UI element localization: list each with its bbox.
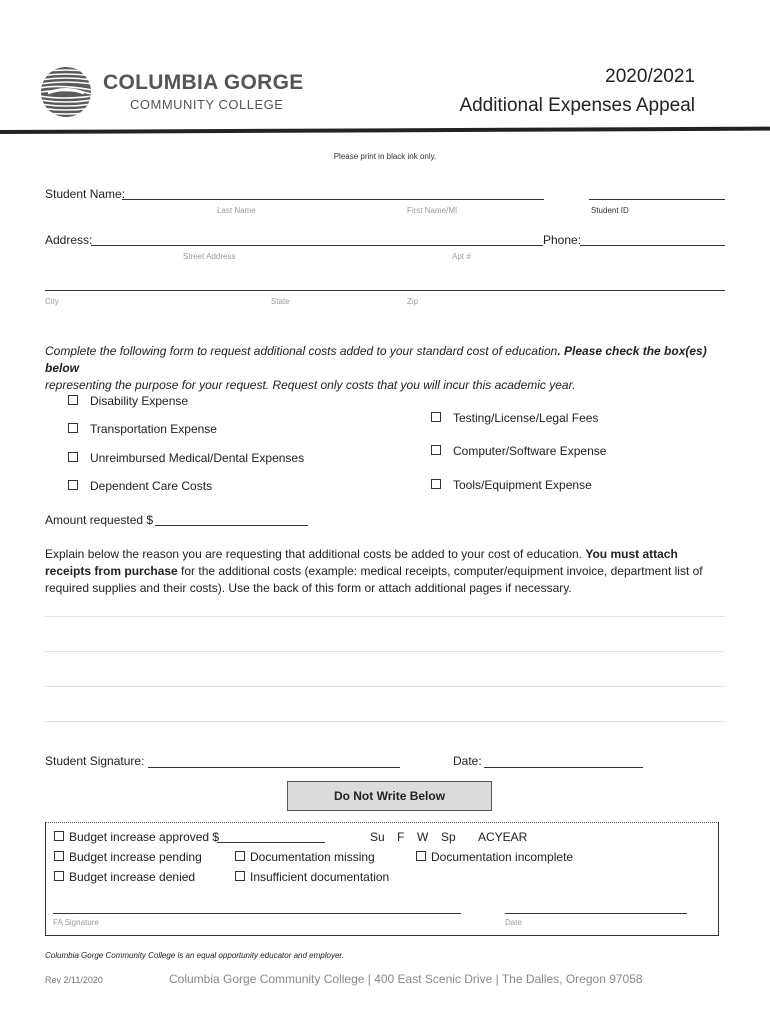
apt-hint: Apt # (452, 252, 471, 261)
checkbox-icon[interactable] (54, 851, 64, 861)
address-label: Address: (45, 233, 93, 247)
acyear-label: ACYEAR (478, 830, 528, 844)
intro-paragraph (45, 343, 735, 394)
checkbox-dependent-care[interactable]: Dependent Care Costs (68, 479, 212, 493)
explain-line-2[interactable] (45, 651, 725, 652)
college-logo (40, 66, 92, 118)
amount-label: Amount requested $ (45, 513, 154, 527)
college-subname: COMMUNITY COLLEGE (130, 97, 284, 112)
intro-text-3: representing the purpose for your request. Request only costs that you will incur this academic year. (45, 378, 576, 392)
explain-paragraph: Explain below the reason you are requesting that additional costs be added to your cost of education. You must attach receipts from purchase for the additional costs (example: medical receipts, computer/equipment invoice, department list of required supplies and their costs). Use the back of this form or attach additional pages if necessary. (45, 547, 703, 595)
checkbox-icon[interactable] (54, 831, 64, 841)
checkbox-doc-missing[interactable]: Documentation missing (235, 850, 375, 864)
zip-hint: Zip (407, 297, 419, 306)
fa-signature-hint: FA Signature (53, 918, 99, 927)
student-id-hint: Student ID (591, 206, 629, 215)
fa-date-field[interactable] (505, 913, 687, 914)
city-state-zip-field[interactable] (45, 290, 725, 291)
checkbox-budget-denied[interactable]: Budget increase denied (54, 870, 195, 884)
checkbox-icon[interactable] (68, 480, 78, 490)
date-field[interactable] (484, 767, 643, 768)
checkbox-tools[interactable]: Tools/Equipment Expense (431, 478, 592, 492)
checkbox-icon[interactable] (431, 412, 441, 422)
checkbox-disability[interactable]: Disability Expense (68, 394, 188, 408)
explain-line-1[interactable] (45, 616, 725, 617)
checkbox-doc-incomplete[interactable]: Documentation incomplete (416, 850, 573, 864)
phone-label: Phone: (543, 233, 582, 247)
checkbox-icon[interactable] (235, 851, 245, 861)
checkbox-budget-pending[interactable]: Budget increase pending (54, 850, 202, 864)
approved-amount-field[interactable] (217, 842, 325, 843)
form-title: Additional Expenses Appeal (459, 95, 695, 116)
student-signature-label: Student Signature: (45, 754, 145, 768)
explain-line-3[interactable] (45, 686, 725, 687)
globe-icon (40, 66, 92, 118)
intro-text-2: . Please check the box(es) below (45, 344, 707, 375)
checkbox-icon[interactable] (235, 871, 245, 881)
phone-field[interactable] (580, 245, 725, 246)
checkbox-icon[interactable] (68, 423, 78, 433)
checkbox-budget-approved[interactable]: Budget increase approved $ (54, 830, 219, 844)
city-hint: City (45, 297, 59, 306)
college-name: COLUMBIA GORGE (103, 71, 304, 94)
checkbox-insufficient-doc[interactable]: Insufficient documentation (235, 870, 389, 884)
term-su[interactable]: Su (370, 830, 385, 844)
checkbox-icon[interactable] (68, 452, 78, 462)
student-name-label: Student Name: (45, 187, 126, 201)
term-w[interactable]: W (417, 830, 429, 844)
intro-text-1: Complete the following form to request additional costs added to your standard cost of education (45, 344, 558, 358)
checkbox-icon[interactable] (431, 479, 441, 489)
explain-line-4[interactable] (45, 721, 725, 722)
revision-date: Rev 2/11/2020 (45, 975, 103, 985)
checkbox-medical[interactable]: Unreimbursed Medical/Dental Expenses (68, 451, 304, 465)
student-id-field[interactable] (589, 199, 725, 200)
street-hint: Street Address (183, 252, 236, 261)
checkbox-icon[interactable] (416, 851, 426, 861)
term-sp[interactable]: Sp (441, 830, 456, 844)
student-name-field[interactable] (122, 199, 544, 200)
footer-address: Columbia Gorge Community College | 400 East Scenic Drive | The Dalles, Oregon 97058 (169, 972, 643, 986)
checkbox-transportation[interactable]: Transportation Expense (68, 422, 217, 436)
address-field[interactable] (91, 245, 543, 246)
checkbox-computer[interactable]: Computer/Software Expense (431, 444, 606, 458)
last-name-hint: Last Name (217, 206, 256, 215)
state-hint: State (271, 297, 290, 306)
first-name-hint: First Name/MI (407, 206, 458, 215)
ink-instruction: Please print in black ink only. (333, 152, 437, 161)
student-signature-field[interactable] (148, 767, 400, 768)
amount-field[interactable] (155, 525, 308, 526)
checkbox-icon[interactable] (54, 871, 64, 881)
fa-signature-field[interactable] (53, 913, 461, 914)
checkbox-testing[interactable]: Testing/License/Legal Fees (431, 411, 598, 425)
term-f[interactable]: F (397, 830, 405, 844)
form-year: 2020/2021 (605, 66, 695, 87)
equal-opportunity-statement: Columbia Gorge Community College is an equal opportunity educator and employer. (45, 951, 344, 960)
header-rule (0, 127, 770, 134)
date-label: Date: (453, 754, 482, 768)
checkbox-icon[interactable] (68, 395, 78, 405)
fa-date-hint: Date (505, 918, 522, 927)
do-not-write-banner: Do Not Write Below (287, 781, 492, 811)
checkbox-icon[interactable] (431, 445, 441, 455)
